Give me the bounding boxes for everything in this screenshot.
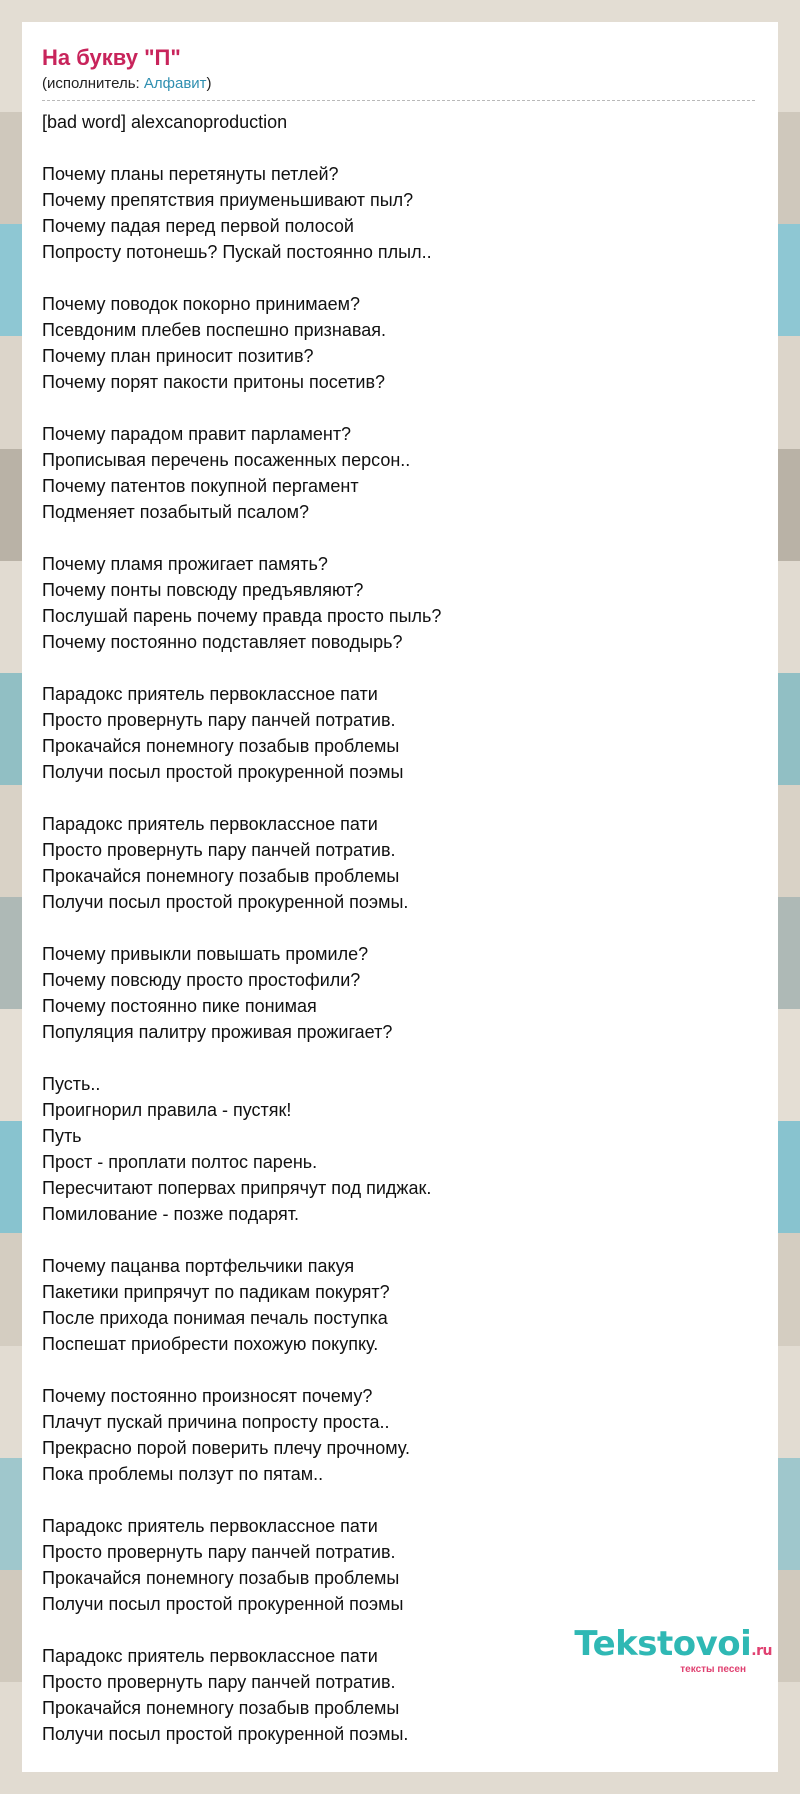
stanza-gap bbox=[42, 655, 758, 681]
lyric-line: Пусть.. bbox=[42, 1074, 101, 1094]
lyric-line: Почему привыкли повышать промиле? bbox=[42, 944, 369, 964]
logo-tagline: тексты песен bbox=[680, 1664, 746, 1675]
lyric-line: Почему парадом правит парламент? bbox=[42, 424, 352, 444]
artist-suffix: ) bbox=[206, 75, 212, 92]
lyric-line: Прокачайся понемногу позабыв проблемы bbox=[42, 1568, 400, 1588]
lyric-line: Путь bbox=[42, 1126, 82, 1146]
lyrics-card bbox=[22, 22, 778, 1772]
artist-line bbox=[42, 74, 755, 101]
lyrics-text bbox=[42, 109, 758, 1747]
lyric-line: Просто провернуть пару панчей потратив. bbox=[42, 840, 396, 860]
lyric-line: Прост - проплати полтос парень. bbox=[42, 1152, 318, 1172]
lyric-line: Парадокс приятель первоклассное пати bbox=[42, 1646, 378, 1666]
lyric-line: Плачут пускай причина попросту проста.. bbox=[42, 1412, 390, 1432]
lyric-line: Получи посыл простой прокуренной поэмы bbox=[42, 1594, 404, 1614]
lyric-line: Почему постоянно подставляет поводырь? bbox=[42, 632, 403, 652]
lyric-line: Парадокс приятель первоклассное пати bbox=[42, 814, 378, 834]
lyric-line: Получи посыл простой прокуренной поэмы. bbox=[42, 892, 409, 912]
lyric-line: Почему поводок покорно принимаем? bbox=[42, 294, 361, 314]
logo-tld: .ru bbox=[751, 1643, 772, 1659]
lyric-line: Почему постоянно произносят почему? bbox=[42, 1386, 373, 1406]
lyric-line: Почему пацанва портфельчики пакуя bbox=[42, 1256, 355, 1276]
stanza-gap bbox=[42, 525, 758, 551]
stanza-gap bbox=[42, 265, 758, 291]
lyric-line: Послушай парень почему правда просто пыль? bbox=[42, 606, 442, 626]
stanza-gap bbox=[42, 1357, 758, 1383]
lyric-line: Прописывая перечень посаженных персон.. bbox=[42, 450, 411, 470]
lyric-line: Пока проблемы ползут по пятам.. bbox=[42, 1464, 324, 1484]
stanza-gap bbox=[42, 785, 758, 811]
lyric-line: Парадокс приятель первоклассное пати bbox=[42, 1516, 378, 1536]
lyric-line: Просто провернуть пару панчей потратив. bbox=[42, 1672, 396, 1692]
logo-brand: Tekstovoi bbox=[574, 1624, 752, 1664]
artist-prefix: (исполнитель: bbox=[42, 75, 144, 92]
lyric-line: [bad word] alexcanoproduction bbox=[42, 112, 288, 132]
lyric-line: Прокачайся понемногу позабыв проблемы bbox=[42, 736, 400, 756]
lyric-line: Просто провернуть пару панчей потратив. bbox=[42, 710, 396, 730]
lyric-line: Помилование - позже подарят. bbox=[42, 1204, 300, 1224]
stanza-gap bbox=[42, 135, 758, 161]
lyric-line: Прокачайся понемногу позабыв проблемы bbox=[42, 1698, 400, 1718]
lyric-line: Прекрасно порой поверить плечу прочному. bbox=[42, 1438, 410, 1458]
lyric-line: После прихода понимая печаль поступка bbox=[42, 1308, 388, 1328]
lyric-line: Псевдоним плебев поспешно признавая. bbox=[42, 320, 386, 340]
lyric-line: Пересчитают поперваx припрячут под пиджак. bbox=[42, 1178, 432, 1198]
lyric-line: Получи посыл простой прокуренной поэмы. bbox=[42, 1724, 409, 1744]
lyric-line: Почему падая перед первой полосой bbox=[42, 216, 354, 236]
lyric-line: Парадокс приятель первоклассное пати bbox=[42, 684, 378, 704]
lyric-line: Поспешат приобрести похожую покупку. bbox=[42, 1334, 379, 1354]
stanza-gap bbox=[42, 1487, 758, 1513]
lyric-line: Почему препятствия приуменьшивают пыл? bbox=[42, 190, 414, 210]
lyric-line: Почему план приносит позитив? bbox=[42, 346, 314, 366]
lyric-line: Проигнорил правила - пустяк! bbox=[42, 1100, 292, 1120]
lyric-line: Просто провернуть пару панчей потратив. bbox=[42, 1542, 396, 1562]
lyric-line: Почему планы перетянуты петлей? bbox=[42, 164, 339, 184]
lyric-line: Получи посыл простой прокуренной поэмы bbox=[42, 762, 404, 782]
lyric-line: Почему патентов покупной пергамент bbox=[42, 476, 359, 496]
tekstovoi-logo bbox=[572, 1625, 772, 1675]
lyric-line: Почему повсюду просто простофили? bbox=[42, 970, 361, 990]
lyric-line: Почему понты повсюду предъявляют? bbox=[42, 580, 364, 600]
lyric-line: Популяция палитру проживая прожигает? bbox=[42, 1022, 393, 1042]
stanza-gap bbox=[42, 1227, 758, 1253]
lyric-line: Подменяет позабытый псалом? bbox=[42, 502, 309, 522]
lyric-line: Пакетики припрячут по падикам покурят? bbox=[42, 1282, 390, 1302]
lyric-line: Почему порят пакости притоны посетив? bbox=[42, 372, 386, 392]
lyric-line: Почему постоянно пике понимая bbox=[42, 996, 317, 1016]
lyric-line: Попросту потонешь? Пускай постоянно плыл.. bbox=[42, 242, 432, 262]
lyric-line: Прокачайся понемногу позабыв проблемы bbox=[42, 866, 400, 886]
stanza-gap bbox=[42, 395, 758, 421]
lyric-line: Почему пламя прожигает память? bbox=[42, 554, 328, 574]
artist-link[interactable]: Алфавит bbox=[143, 75, 207, 92]
song-title: На букву "П" bbox=[42, 45, 181, 70]
stanza-gap bbox=[42, 1045, 758, 1071]
stanza-gap bbox=[42, 915, 758, 941]
